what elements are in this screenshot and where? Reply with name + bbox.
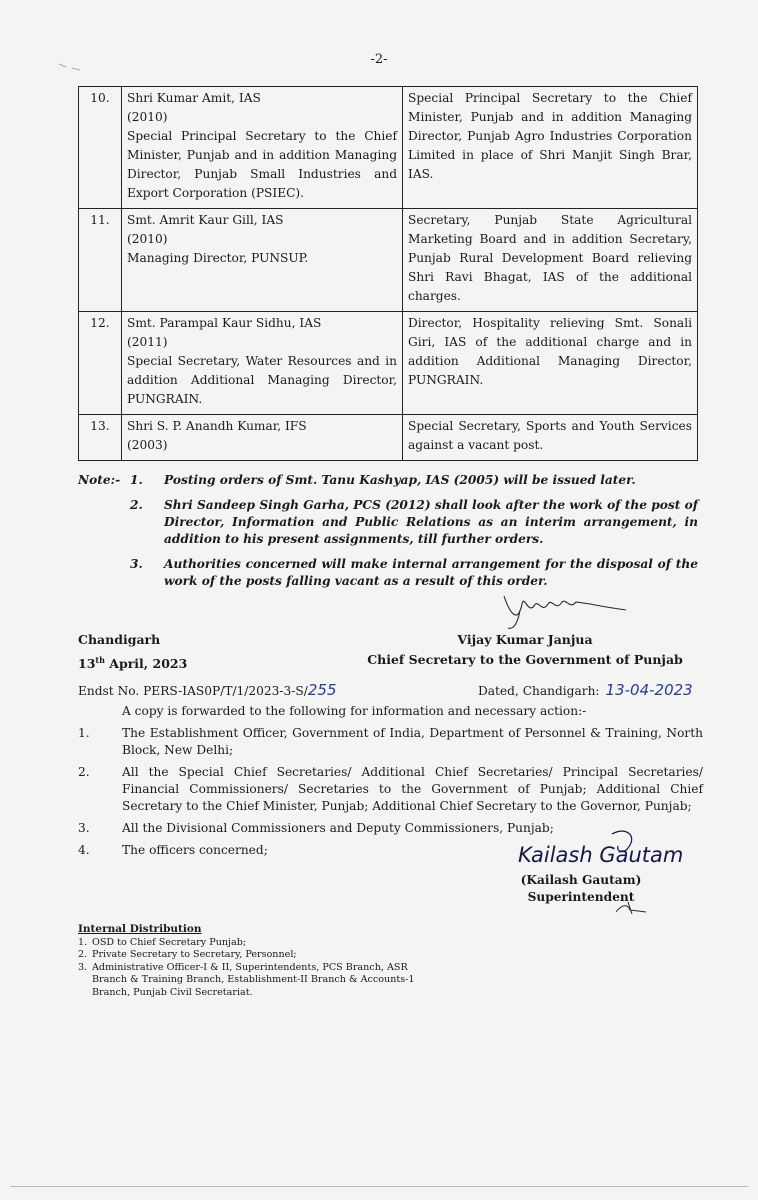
place: Chandigarh — [78, 632, 161, 647]
officer-cell — [122, 87, 403, 209]
postings-table — [78, 86, 698, 461]
internal-distribution-item — [78, 949, 438, 962]
signer-title: Chief Secretary to the Government of Punjab — [367, 652, 683, 667]
officer-line: (2003) — [127, 438, 168, 452]
officer-line: Smt. Parampal Kaur Sidhu, IAS — [127, 316, 322, 330]
place-date-block — [78, 630, 187, 674]
superintendent-signature — [516, 826, 684, 876]
internal-distribution-text: Administrative Officer-I & II, Superintendents, PCS Branch, ASR Branch & Training Branch, Establishment-II Branch & Accounts-1 Branch, Punjab Civil Secretariat. — [92, 961, 415, 998]
note-label: Note:- — [78, 473, 121, 487]
note-text: Authorities concerned will make internal arrangement for the disposal of the work of the posts falling vacant as a result of this order. — [164, 557, 698, 588]
note-indent — [78, 497, 130, 548]
note-item — [78, 497, 698, 548]
distribution-number: 3. — [78, 821, 90, 835]
signer-block — [350, 630, 700, 670]
signature-script: Kailash Gautam — [518, 843, 684, 867]
officer-cell — [122, 209, 403, 312]
distribution-text: The officers concerned; — [122, 843, 268, 857]
bottom-rule — [10, 1186, 748, 1187]
note-number: 3. — [130, 557, 143, 571]
note-number: 2. — [130, 498, 143, 512]
table-row — [79, 312, 698, 415]
distribution-number: 1. — [78, 726, 90, 740]
officer-line: (2010) — [127, 110, 168, 124]
initial-mark — [610, 900, 650, 918]
distribution-number: 2. — [78, 765, 90, 779]
note-item — [78, 472, 698, 489]
distribution-text: All the Divisional Commissioners and Deputy Commissioners, Punjab; — [122, 821, 554, 835]
row-number: 11. — [79, 209, 122, 312]
internal-distribution-item — [78, 937, 438, 950]
endorsement-date: Dated, Chandigarh: 13-04-2023 — [478, 681, 693, 699]
posting-cell: Special Secretary, Sports and Youth Services against a vacant post. — [403, 415, 698, 461]
officer-line: Shri S. P. Anandh Kumar, IFS — [127, 419, 307, 433]
superintendent-title: Superintendent — [527, 890, 635, 904]
internal-distribution-title: Internal Distribution — [78, 923, 202, 935]
row-number: 10. — [79, 87, 122, 209]
forward-text: A copy is forwarded to the following for information and necessary action:- — [122, 704, 587, 718]
distribution-text: The Establishment Officer, Government of India, Department of Personnel & Training, North Block, New Delhi; — [122, 726, 703, 757]
internal-distribution — [78, 923, 438, 999]
officer-cell — [122, 415, 403, 461]
officer-line: Managing Director, PUNSUP. — [127, 251, 309, 265]
table-row — [79, 87, 698, 209]
officer-line: (2011) — [127, 335, 168, 349]
internal-distribution-item — [78, 962, 438, 1000]
note-indent — [78, 556, 130, 590]
handwritten-number: 255 — [307, 681, 337, 699]
internal-distribution-text: Private Secretary to Secretary, Personnel; — [92, 949, 297, 960]
posting-cell: Special Principal Secretary to the Chief Minister, Punjab and in addition Managing Director, Punjab Agro Industries Corporation Limited in place of Shri Manjit Singh Brar, IAS. — [403, 87, 698, 209]
internal-distribution-text: OSD to Chief Secretary Punjab; — [92, 936, 247, 948]
note-text: Posting orders of Smt. Tanu Kashyap, IAS (2005) will be issued later. — [164, 473, 636, 487]
row-number: 13. — [79, 415, 122, 461]
officer-line: (2010) — [127, 232, 168, 246]
note-number: 1. — [130, 473, 143, 487]
distribution-item — [78, 725, 703, 759]
signer-name: Vijay Kumar Janjua — [457, 632, 593, 647]
officer-line: Smt. Amrit Kaur Gill, IAS — [127, 213, 284, 227]
table-row — [79, 415, 698, 461]
posting-cell: Secretary, Punjab State Agricultural Marketing Board and in addition Secretary, Punjab Rural Development Board relieving Shri Ravi Bhagat, IAS of the additional charges. — [403, 209, 698, 312]
row-number: 12. — [79, 312, 122, 415]
internal-distribution-number: 3. — [78, 961, 88, 973]
table-row — [79, 209, 698, 312]
distribution-text: All the Special Chief Secretaries/ Additional Chief Secretaries/ Principal Secretaries/ Financial Commissioners/ Secretaries to the Government of Punjab; Additional Chief Secretary to the Chief Minister, Punjab; Additional Chief Secretary to the Governor, Punjab; — [122, 765, 703, 813]
page-number: -2- — [370, 52, 388, 67]
officer-line: Shri Kumar Amit, IAS — [127, 91, 261, 105]
chief-secretary-signature — [500, 584, 640, 632]
distribution-number: 4. — [78, 843, 90, 857]
notes-section — [78, 472, 698, 598]
internal-distribution-number: 2. — [78, 949, 88, 960]
officer-line: Special Secretary, Water Resources and in addition Additional Managing Director, PUNGRAIN. — [127, 354, 397, 406]
officer-cell — [122, 312, 403, 415]
officer-line: Special Principal Secretary to the Chief Minister, Punjab and in addition Managing Director, Punjab Small Industries and Export Corporation (PSIEC). — [127, 129, 397, 200]
superintendent-name: (Kailash Gautam) — [520, 873, 642, 887]
handwritten-date: 13-04-2023 — [605, 681, 693, 699]
endorsement-number: Endst No. PERS-IAS0P/T/1/2023-3-S/255 — [78, 681, 337, 699]
internal-distribution-number: 1. — [78, 936, 88, 948]
posting-cell: Director, Hospitality relieving Smt. Sonali Giri, IAS of the additional charge and in addition Additional Managing Director, PUNGRAIN. — [403, 312, 698, 415]
distribution-item — [78, 764, 703, 815]
order-date: 13th April, 2023 — [78, 655, 188, 672]
note-text: Shri Sandeep Singh Garha, PCS (2012) shall look after the work of the post of Director, Information and Public Relations as an interim arrangement, in addition to his present assignments, till further orders. — [164, 498, 698, 546]
